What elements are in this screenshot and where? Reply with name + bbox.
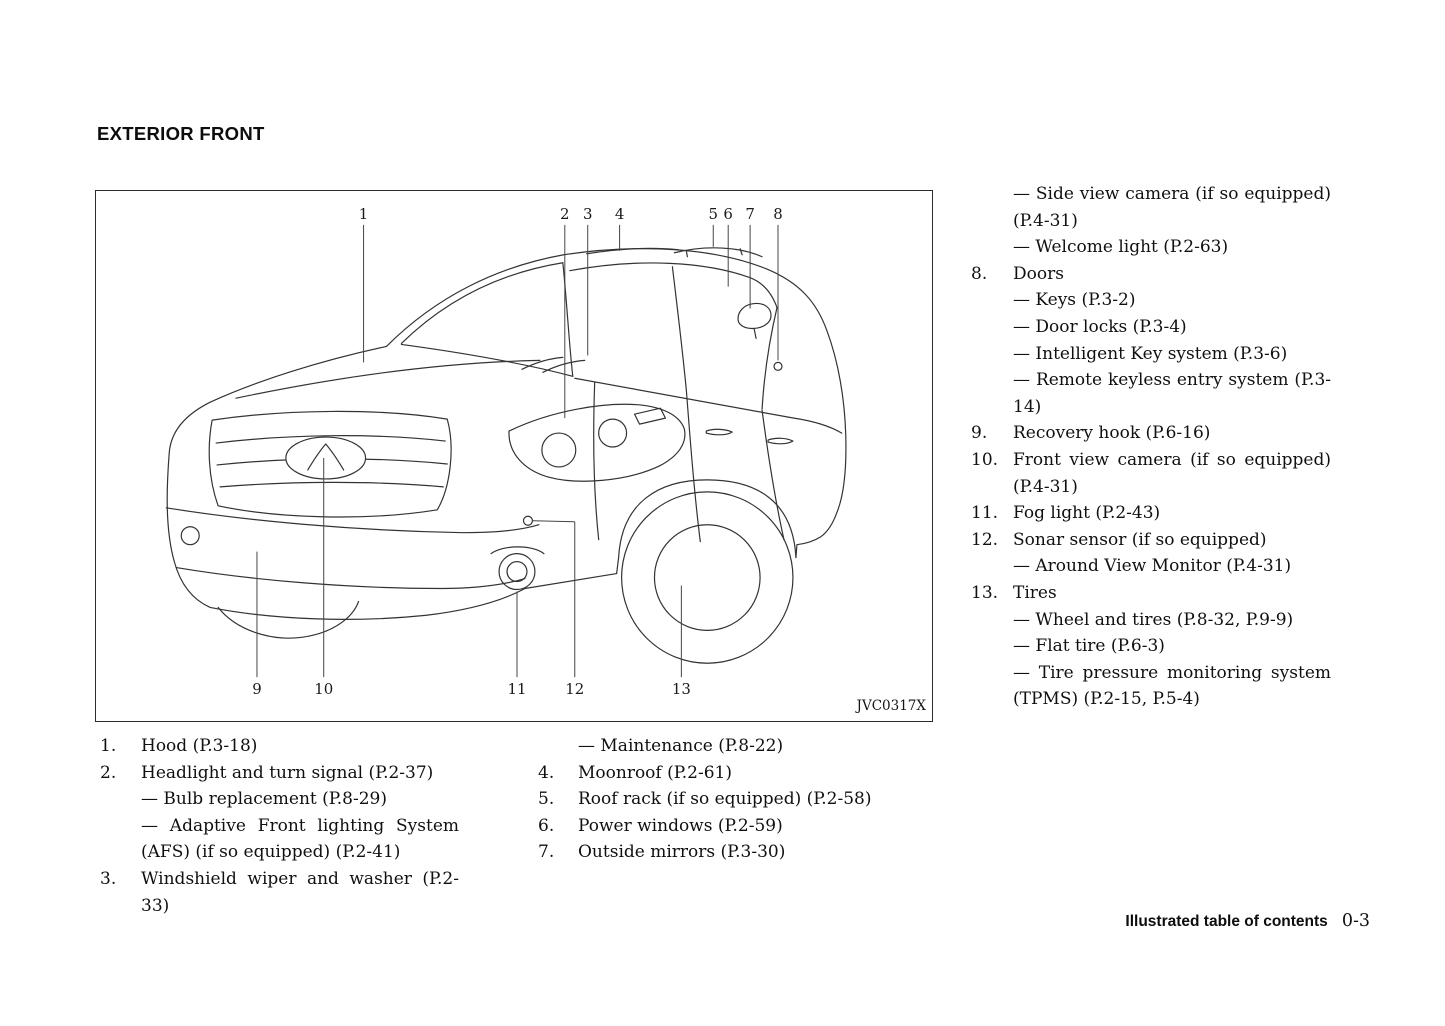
outside-mirror: [738, 303, 771, 328]
windshield: [401, 263, 562, 344]
item-text: — Keys (P.3-2): [1013, 290, 1136, 311]
list-item: [538, 839, 896, 866]
item-number: 11.: [971, 503, 999, 524]
item-text: Moonroof (P.2-61): [578, 762, 732, 783]
item-text: — Around View Monitor (P.4-31): [1013, 556, 1292, 577]
item-number: 1.: [100, 736, 117, 756]
item-number: [971, 633, 1013, 660]
list-item: [971, 367, 1331, 420]
callout-label: 12: [565, 680, 585, 699]
callout-label: 8: [773, 204, 783, 223]
item-number: [971, 287, 1013, 314]
callout-label: 6: [723, 204, 733, 223]
list-item: [971, 633, 1331, 660]
fog-light: [491, 547, 544, 554]
item-number: 2.: [100, 762, 117, 783]
callout-label: 9: [252, 680, 262, 699]
item-number: 10.: [971, 449, 999, 470]
item-text: — Tire pressure monitoring system (TPMS) (P.2-15, P.5-4): [1013, 662, 1331, 710]
list-item: [971, 607, 1331, 634]
headlight: [509, 404, 685, 481]
list-column-middle: [538, 733, 896, 866]
list-column-left: [100, 733, 459, 919]
door-handle: [706, 429, 732, 435]
list-item: [971, 420, 1331, 447]
callout-label: 2: [560, 204, 570, 223]
item-text: — Bulb replacement (P.8-29): [141, 789, 388, 810]
list-item: [971, 660, 1331, 713]
callout-label: 11: [507, 680, 527, 699]
sonar-sensor: [523, 516, 532, 525]
item-text: Windshield wiper and washer (P.2-33): [141, 868, 459, 916]
car-illustration: [96, 191, 932, 721]
item-number: [971, 367, 1013, 420]
item-number: 7.: [538, 842, 555, 863]
item-text: — Intelligent Key system (P.3-6): [1013, 343, 1288, 364]
item-text: Roof rack (if so equipped) (P.2-58): [578, 789, 872, 810]
item-number: 13.: [971, 582, 999, 603]
item-number: [538, 733, 578, 760]
rear-wheel: [622, 492, 793, 663]
list-item: [971, 500, 1331, 527]
page-footer: [900, 911, 1370, 931]
item-number: [971, 607, 1013, 634]
list-item: [971, 287, 1331, 314]
item-text: — Door locks (P.3-4): [1013, 316, 1187, 337]
item-text: — Maintenance (P.8-22): [578, 736, 784, 756]
item-number: [100, 813, 141, 866]
item-text: — Welcome light (P.2-63): [1013, 237, 1229, 258]
list-item: [538, 733, 896, 760]
list-item: [538, 786, 896, 813]
item-number: 8.: [971, 263, 988, 284]
list-item: [971, 261, 1331, 288]
item-number: [971, 341, 1013, 368]
item-text: Sonar sensor (if so equipped): [1013, 529, 1267, 550]
figure-code: JVC0317X: [856, 698, 926, 714]
item-text: Front view camera (if so equipped) (P.4-31): [1013, 449, 1331, 497]
side-glass: [570, 263, 777, 308]
list-item: [100, 733, 459, 760]
item-number: 9.: [971, 423, 988, 444]
callout-label: 13: [671, 680, 691, 699]
item-text: — Remote keyless entry system (P.3-14): [1013, 370, 1331, 417]
list-item: [100, 813, 459, 866]
item-text: Outside mirrors (P.3-30): [578, 842, 786, 863]
list-item: [971, 234, 1331, 261]
list-item: [100, 760, 459, 787]
callout-label: 4: [614, 204, 625, 223]
callout-label: 5: [708, 204, 719, 223]
callout-label: 1: [358, 204, 369, 223]
list-item: [971, 314, 1331, 341]
item-number: [971, 660, 1013, 713]
item-number: 5.: [538, 789, 555, 810]
list-item: [971, 341, 1331, 368]
item-number: [971, 553, 1013, 580]
list-item: [971, 181, 1331, 234]
item-number: 6.: [538, 815, 555, 836]
callout-label: 7: [745, 204, 755, 223]
item-text: Power windows (P.2-59): [578, 815, 783, 836]
item-number: [971, 181, 1013, 234]
item-text: Doors: [1013, 263, 1064, 284]
item-text: Tires: [1013, 582, 1057, 603]
item-text: Fog light (P.2-43): [1013, 503, 1161, 524]
item-number: [971, 234, 1013, 261]
list-column-right: [971, 181, 1331, 713]
item-text: Recovery hook (P.6-16): [1013, 423, 1211, 444]
item-text: Hood (P.3-18): [141, 736, 258, 756]
emblem: [286, 437, 366, 479]
callout-label: 3: [582, 204, 593, 223]
item-number: 4.: [538, 762, 555, 783]
footer-section-label: Illustrated table of contents: [1125, 913, 1328, 930]
page-title: EXTERIOR FRONT: [97, 123, 265, 144]
list-item: [538, 760, 896, 787]
item-text: Headlight and turn signal (P.2-37): [141, 762, 434, 783]
list-item: [971, 527, 1331, 554]
list-item: [971, 447, 1331, 500]
item-number: 12.: [971, 529, 999, 550]
figure-box: [95, 190, 933, 722]
item-text: — Adaptive Front lighting System (AFS) (if so equipped) (P.2-41): [141, 815, 459, 863]
footer-page-number: 0-3: [1341, 911, 1370, 931]
item-text: — Side view camera (if so equipped) (P.4-31): [1013, 184, 1331, 231]
item-number: [100, 786, 141, 813]
callout-label: 10: [314, 680, 334, 699]
item-text: — Flat tire (P.6-3): [1013, 636, 1165, 657]
moonroof: [587, 248, 679, 253]
list-item: [100, 786, 459, 813]
car-body-lines: [166, 248, 846, 663]
door-lock: [774, 362, 782, 370]
item-text: — Wheel and tires (P.8-32, P.9-9): [1013, 609, 1294, 630]
list-item: [538, 813, 896, 840]
list-item: [971, 553, 1331, 580]
item-number: [971, 314, 1013, 341]
list-item: [971, 580, 1331, 607]
list-item: [100, 866, 459, 919]
item-number: 3.: [100, 868, 117, 889]
